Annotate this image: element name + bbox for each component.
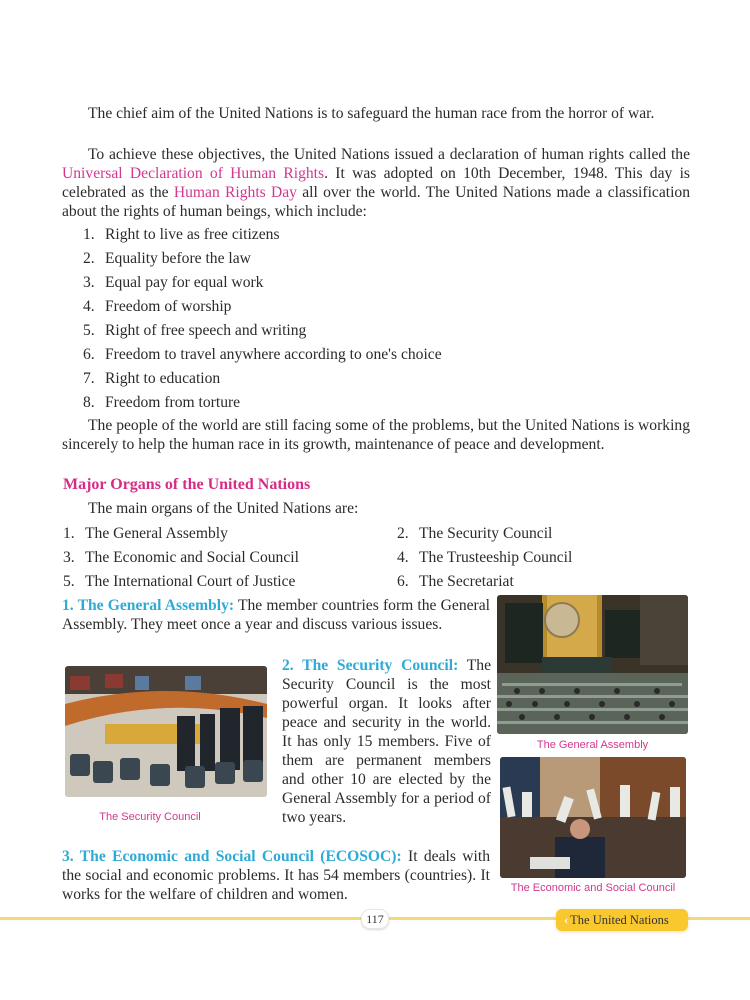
- list-number: 5.: [63, 573, 75, 590]
- list-number: 4.: [83, 298, 95, 315]
- closing-paragraph: The people of the world are still facing some of the problems, but the United Nations is working sincerely to help the human race in its growth, maintenance of peace and development.: [62, 417, 690, 453]
- organ-item: [63, 524, 228, 543]
- list-number: 6.: [83, 346, 95, 363]
- footer-rule-left: [0, 917, 362, 920]
- ecosoc-image: [500, 757, 686, 878]
- list-item: [83, 249, 251, 268]
- list-number: 5.: [83, 322, 95, 339]
- list-label: Freedom to travel anywhere according to one's choice: [105, 346, 442, 363]
- security-council-image: [65, 666, 267, 797]
- organ-item: [63, 548, 299, 567]
- organ-item: [397, 548, 572, 567]
- ecosoc-photo: [500, 757, 686, 878]
- list-number: 2.: [397, 525, 409, 542]
- chapter-tab: [556, 909, 688, 931]
- intro-paragraph-2: [62, 145, 690, 221]
- footer-rule-right: [688, 917, 750, 920]
- organs-intro: The main organs of the United Nations are:: [88, 500, 359, 517]
- organ-item: [63, 572, 295, 591]
- ecosoc-paragraph: [62, 847, 490, 904]
- chapter-title: The United Nations: [570, 913, 669, 927]
- general-assembly-caption: The General Assembly: [536, 739, 649, 751]
- page-number: 117: [361, 909, 389, 929]
- list-number: 6.: [397, 573, 409, 590]
- list-item: [83, 393, 240, 412]
- list-item: [83, 297, 231, 316]
- security-council-photo: [65, 666, 267, 797]
- list-number: 4.: [397, 549, 409, 566]
- udhr-highlight: Universal Declaration of Human Rights: [62, 165, 325, 182]
- organ-item: [397, 572, 514, 591]
- list-number: 2.: [83, 250, 95, 267]
- list-label: The General Assembly: [85, 525, 228, 542]
- ecosoc-caption: The Economic and Social Council: [510, 882, 676, 894]
- list-label: Freedom of worship: [105, 298, 232, 315]
- list-label: Equality before the law: [105, 250, 251, 267]
- organ-item: [397, 524, 552, 543]
- list-item: [83, 369, 220, 388]
- text-span: It deals with the social and economic problems. It has 54 members (countries). It works for the welfare of children and women.: [62, 848, 490, 903]
- list-label: The Security Council: [419, 525, 553, 542]
- general-assembly-paragraph: [62, 596, 490, 634]
- footer-rule-middle: [389, 917, 557, 920]
- list-label: Equal pay for equal work: [105, 274, 264, 291]
- general-assembly-photo: [497, 595, 688, 734]
- list-number: 3.: [83, 274, 95, 291]
- list-label: Freedom from torture: [105, 394, 241, 411]
- list-item: [83, 225, 280, 244]
- list-number: 7.: [83, 370, 95, 387]
- text-span: . It was adopted on 10th December, 1948. This day is celebrated as the: [62, 165, 690, 201]
- chevron-left-icon: ‹: [564, 913, 569, 927]
- text-span: The member countries form the General Assembly. They meet once a year and discuss various issues.: [62, 597, 490, 633]
- list-label: The International Court of Justice: [85, 573, 296, 590]
- security-council-caption: The Security Council: [99, 811, 201, 823]
- list-item: [83, 273, 263, 292]
- general-assembly-image: [497, 595, 688, 734]
- list-label: Right of free speech and writing: [105, 322, 307, 339]
- text-span: To achieve these objectives, the United Nations issued a declaration of human rights called the: [88, 146, 690, 163]
- list-label: Right to education: [105, 370, 221, 387]
- general-assembly-heading: 1. The General Assembly:: [62, 597, 235, 614]
- list-number: 1.: [83, 226, 95, 243]
- security-council-paragraph: [282, 656, 491, 827]
- list-label: The Secretariat: [419, 573, 514, 590]
- list-label: Right to live as free citizens: [105, 226, 280, 243]
- list-item: [83, 345, 442, 364]
- list-number: 3.: [63, 549, 75, 566]
- ecosoc-heading: 3. The Economic and Social Council (ECOSOC):: [62, 848, 402, 865]
- text-span: all over the world. The United Nations made a classification about the rights of human beings, which include:: [62, 184, 690, 220]
- human-rights-day-highlight: Human Rights Day: [173, 184, 297, 201]
- list-number: 8.: [83, 394, 95, 411]
- list-number: 1.: [63, 525, 75, 542]
- intro-paragraph-1: The chief aim of the United Nations is to safeguard the human race from the horror of war.: [88, 105, 655, 122]
- text-span: The Security Council is the most powerful organ. It looks after peace and security in the world. It has only 15 members. Five of them are permanent members and other 10 are elected by the General Assembly for a period of two years.: [282, 657, 491, 826]
- list-label: The Economic and Social Council: [85, 549, 299, 566]
- list-label: The Trusteeship Council: [419, 549, 573, 566]
- section-heading: Major Organs of the United Nations: [63, 476, 311, 493]
- security-council-heading: 2. The Security Council:: [282, 657, 459, 674]
- list-item: [83, 321, 306, 340]
